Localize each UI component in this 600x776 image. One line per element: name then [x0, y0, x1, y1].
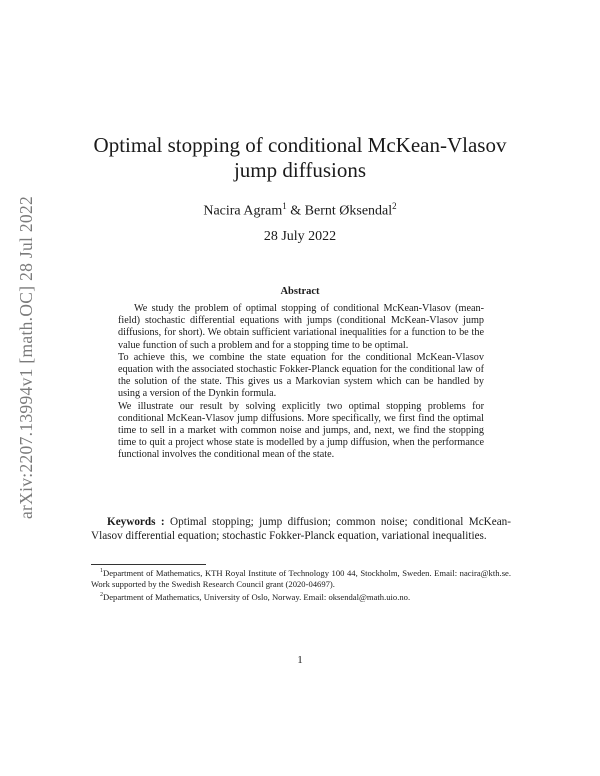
author-1-footnote-mark: 1 — [282, 201, 287, 211]
abstract-paragraph-3: We illustrate our result by solving explicitly two optimal stopping problems for conditional McKean-Vlasov jump diffusions. More specifically, we first find the optimal time to sell in a market with common noise and jumps, and, next, we find the stopping time to quit a project whose state is modelled by a jump diffusion, when the performance functional involves the conditional mean of the state. — [118, 400, 484, 461]
footnote-1 — [91, 566, 511, 590]
title-line-1: Optimal stopping of conditional McKean-Vlasov — [93, 133, 507, 157]
footnote-rule — [91, 564, 206, 565]
footnote-1-mark: 1 — [100, 568, 103, 574]
author-1: Nacira Agram — [203, 203, 283, 219]
authors — [0, 201, 600, 220]
abstract-heading: Abstract — [280, 286, 320, 297]
footnote-1-text: Department of Mathematics, KTH Royal Institute of Technology 100 44, Stockholm, Sweden. Email: nacira@kth.se. Work supported by the Swedish Research Council grant (2020-04697). — [91, 567, 511, 590]
author-2: Bernt Øksendal — [304, 203, 393, 219]
abstract-paragraph-2: To achieve this, we combine the state equation for the conditional McKean-Vlasov equation with the associated stochastic Fokker-Planck equation for the conditional law of the solution of the state. This gives us a Markovian system which can be handled by using a version of the Dynkin formula. — [118, 351, 484, 400]
abstract-body — [118, 303, 484, 462]
keywords-label: Keywords : — [107, 516, 165, 528]
footnote-2 — [91, 590, 511, 603]
keywords — [91, 516, 511, 543]
footnote-2-mark: 2 — [100, 592, 103, 599]
title-line-2: jump diffusions — [233, 158, 367, 182]
author-2-footnote-mark: 2 — [392, 201, 397, 211]
arxiv-stamp — [14, 172, 40, 542]
footnote-2-text: Department of Mathematics, University of Oslo, Norway. Email: oksendal@math.uio.no. — [103, 592, 411, 603]
keywords-text: Optimal stopping; jump diffusion; common noise; conditional McKean-Vlasov differential equation; stochastic Fokker-Planck equation, variational inequalities. — [91, 516, 512, 542]
footnotes — [91, 566, 511, 603]
page-number: 1 — [297, 654, 303, 666]
arxiv-stamp-text: arXiv:2207.13994v1 [math.OC] 28 Jul 2022 — [16, 195, 37, 519]
date: 28 July 2022 — [263, 229, 337, 244]
author-separator: & — [286, 203, 305, 219]
abstract-paragraph-1: We study the problem of optimal stopping of conditional McKean-Vlasov (mean-field) stochastic differential equations with jumps (conditional McKean-Vlasov jump diffusions, for short). We obtain sufficient variational inequalities for a function to be the value function of such a problem and for a stopping time to be optimal. — [118, 303, 484, 351]
paper-title — [70, 133, 530, 183]
